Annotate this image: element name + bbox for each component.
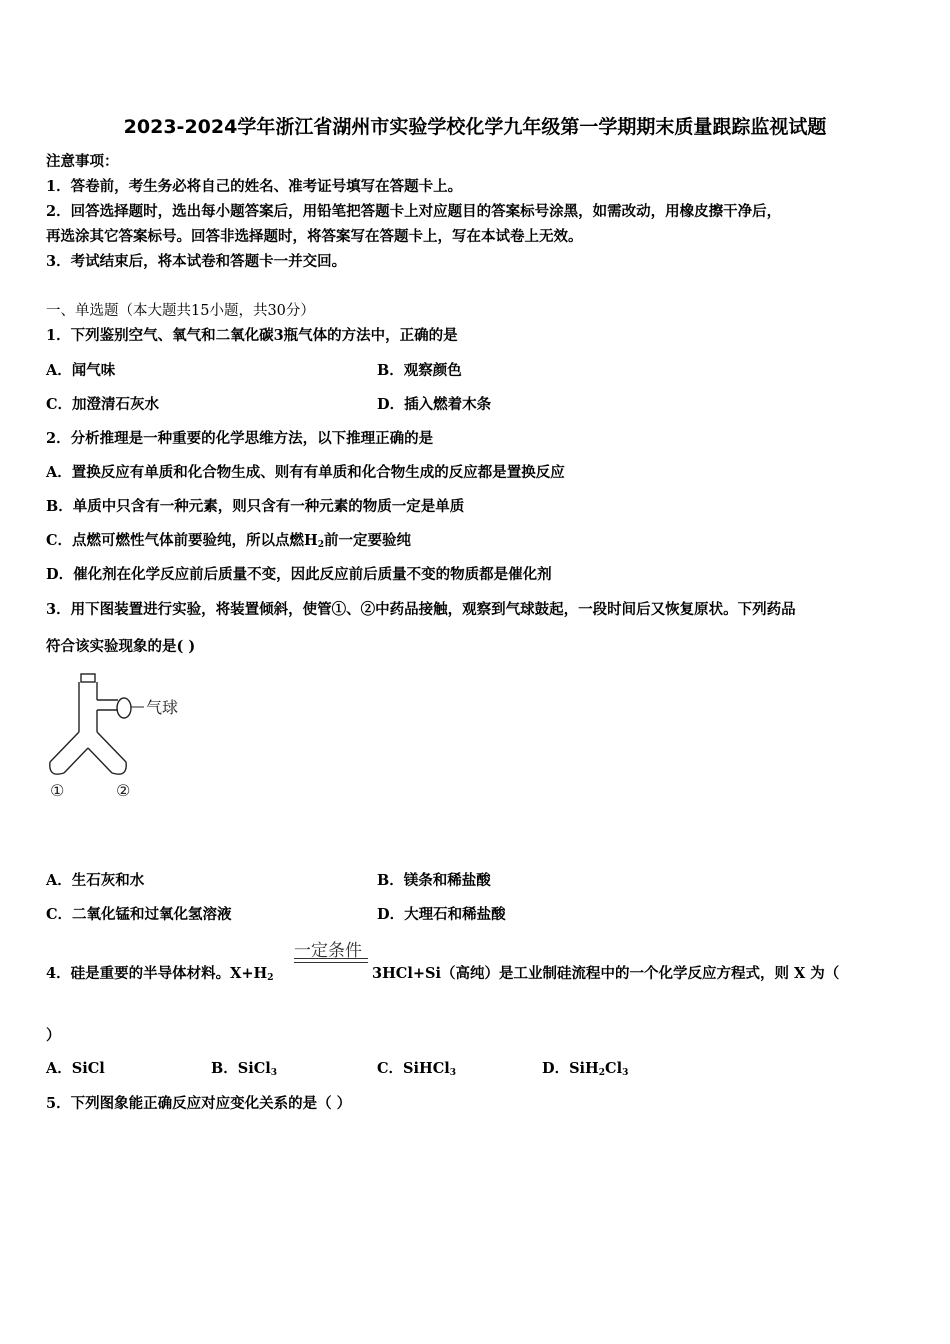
y-tube-apparatus-figure	[40, 670, 200, 809]
q3-option-b: B．镁条和稀盐酸	[377, 872, 491, 889]
q4-stem: 4．硅是重要的半导体材料。$X+H_2$	[46, 965, 274, 983]
q4-option-b: B．SiCl$_3$	[211, 1060, 278, 1078]
q2-stem: 2．分析推理是一种重要的化学思维方法，以下推理正确的是	[46, 430, 434, 447]
equation-bar-bottom	[294, 962, 368, 963]
q3-option-d: D．大理石和稀盐酸	[377, 906, 506, 923]
q4-close-paren: ）	[46, 1027, 61, 1044]
q2-option-a: A．置换反应有单质和化合物生成、则有有单质和化合物生成的反应都是置换反应	[46, 464, 565, 481]
equation-bar-top	[294, 958, 368, 959]
q2-option-b: B．单质中只含有一种元素，则只含有一种元素的物质一定是单质	[46, 498, 465, 515]
q4-option-d: D．$SiH_2Cl_3$	[542, 1060, 629, 1078]
q5-stem: 5．下列图象能正确反应对应变化关系的是（ ）	[46, 1095, 352, 1112]
q1-stem: 1．下列鉴别空气、氧气和二氧化碳3瓶气体的方法中，正确的是	[46, 327, 458, 344]
notice-item-2: 2．回答选择题时，选出每小题答案后，用铅笔把答题卡上对应题目的答案标号涂黑，如需改动，用橡皮擦干净后，	[46, 203, 782, 220]
q1-option-c: C．加澄清石灰水	[46, 396, 160, 413]
tube-2-label: ②	[116, 781, 131, 800]
q4-stem-cont: 3HCl+Si（高纯）是工业制硅流程中的一个化学反应方程式，则 X 为（	[372, 965, 840, 982]
stopper-shape	[81, 674, 95, 682]
q3-stem: 3．用下图装置进行实验，将装置倾斜，使管①、②中药品接触，观察到气球鼓起，一段时间后又恢复原状。下列药品	[46, 601, 796, 618]
q3-stem-cont: 符合该实验现象的是( )	[46, 638, 196, 655]
q1-option-d: D．插入燃着木条	[377, 396, 492, 413]
q1-option-b: B．观察颜色	[377, 362, 462, 379]
notice-item-2-cont: 再选涂其它答案标号。回答非选择题时，将答案写在答题卡上，写在本试卷上无效。	[46, 228, 583, 245]
q4-option-c: C．SiHCl$_3$	[377, 1060, 457, 1078]
q3-option-a: A．生石灰和水	[46, 872, 145, 889]
q1-option-a: A．闻气味	[46, 362, 116, 379]
reaction-condition: 一定条件	[294, 941, 362, 961]
q4-option-a: A．SiCl	[46, 1060, 105, 1077]
q2-option-c: C．点燃可燃性气体前要验纯，所以点燃$H_2$前一定要验纯	[46, 532, 412, 550]
q2-option-d: D．催化剂在化学反应前后质量不变，因此反应前后质量不变的物质都是催化剂	[46, 566, 552, 583]
balloon-label: 气球	[146, 698, 179, 717]
exam-title: 2023-2024学年浙江省湖州市实验学校化学九年级第一学期期末质量跟踪监视试题	[123, 116, 827, 138]
notice-heading: 注意事项：	[46, 153, 119, 170]
notice-item-3: 3．考试结束后，将本试卷和答题卡一并交回。	[46, 253, 347, 270]
q3-option-c: C．二氧化锰和过氧化氢溶液	[46, 906, 232, 923]
notice-item-1: 1．答卷前，考生务必将自己的姓名、准考证号填写在答题卡上。	[46, 178, 463, 195]
section-heading: 一、单选题（本大题共15小题，共30分）	[46, 303, 315, 319]
y-tube-diagram	[40, 670, 200, 805]
balloon-shape	[117, 698, 131, 718]
tube-1-label: ①	[50, 781, 65, 800]
